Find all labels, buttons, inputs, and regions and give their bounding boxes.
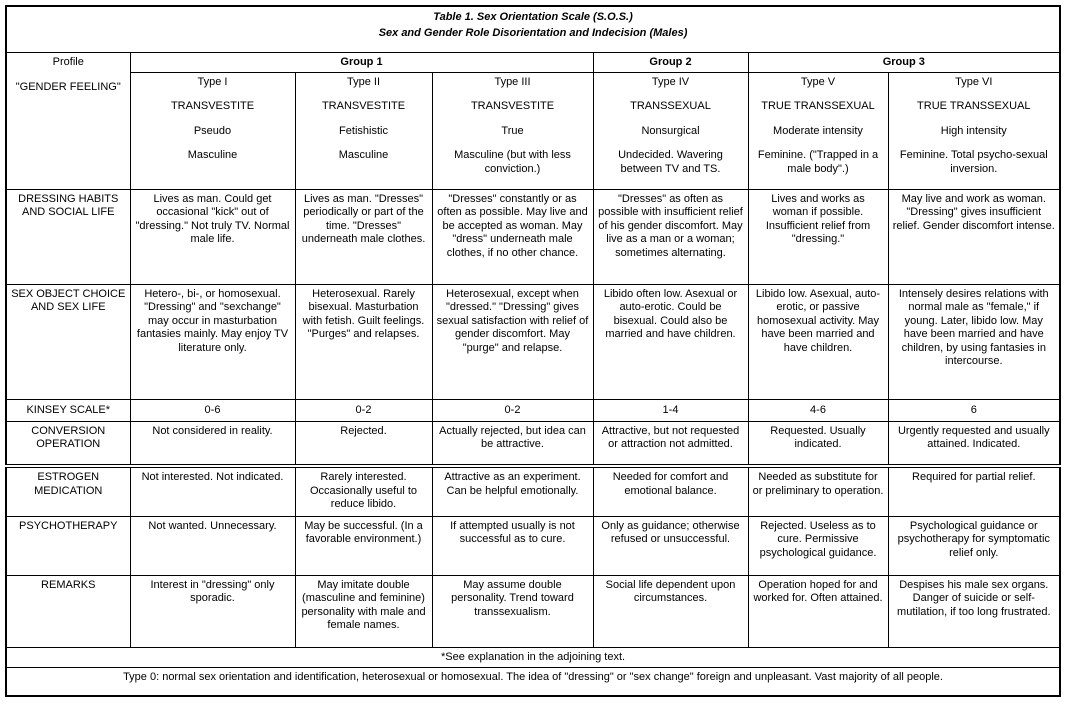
row-label: CONVERSION OPERATION <box>6 421 130 466</box>
table-cell: Intensely desires relations with normal male as "female," if young. Later, libido low. May have been married and have children, by using fantasies in intercourse. <box>888 284 1060 399</box>
table-cell: Despises his male sex organs. Danger of suicide or self-mutilation, if too long frustrated. <box>888 575 1060 647</box>
row-psychotherapy <box>6 516 1060 575</box>
row-label: ESTROGEN MEDICATION <box>6 466 130 516</box>
table-cell: If attempted usually is not successful as to cure. <box>432 516 593 575</box>
profile-cell-type-1 <box>130 72 295 189</box>
profile-row-label <box>6 52 130 189</box>
table-cell: Lives and works as woman if possible. Insufficient relief from "dressing." <box>748 189 888 284</box>
table-cell: 0-6 <box>130 399 295 421</box>
row-kinsey-scale <box>6 399 1060 421</box>
row-label: KINSEY SCALE* <box>6 399 130 421</box>
type-number: Type I <box>197 75 228 88</box>
table-cell: 1-4 <box>593 399 748 421</box>
table-cell: Not considered in reality. <box>130 421 295 466</box>
footnote-row-1 <box>6 647 1060 667</box>
type-name: TRUE TRANSSEXUAL <box>761 100 875 113</box>
table-title <box>6 6 1060 52</box>
profile-cell-type-6 <box>888 72 1060 189</box>
type-number: Type II <box>346 75 381 88</box>
group-1-header: Group 1 <box>130 52 593 72</box>
table-cell: May be successful. (In a favorable environment.) <box>295 516 432 575</box>
table-cell: 0-2 <box>432 399 593 421</box>
table-cell: Urgently requested and usually attained. Indicated. <box>888 421 1060 466</box>
group-2-header: Group 2 <box>593 52 748 72</box>
type-gender-feeling: Undecided. Wavering between TV and TS. <box>618 149 723 175</box>
table-cell: Actually rejected, but idea can be attractive. <box>432 421 593 466</box>
type-number: Type IV <box>651 75 690 88</box>
table-cell: "Dresses" as often as possible with insufficient relief of his gender discomfort. May live as a man or a woman; sometimes alternating. <box>593 189 748 284</box>
table-cell: Only as guidance; otherwise refused or unsuccessful. <box>593 516 748 575</box>
type-subtype: Nonsurgical <box>641 124 700 137</box>
type-name: TRANSVESTITE <box>170 100 255 113</box>
type-subtype: True <box>501 124 524 137</box>
table-cell: Rarely interested. Occasionally useful to reduce libido. <box>295 466 432 516</box>
table-title-line2: Sex and Gender Role Disorientation and Indecision (Males) <box>378 26 688 39</box>
table-cell: Psychological guidance or psychotherapy for symptomatic relief only. <box>888 516 1060 575</box>
row-label: DRESSING HABITS AND SOCIAL LIFE <box>6 189 130 284</box>
table-cell: 0-2 <box>295 399 432 421</box>
row-label: REMARKS <box>6 575 130 647</box>
type-name: TRANSVESTITE <box>321 100 406 113</box>
table-cell: Hetero-, bi-, or homosexual. "Dressing" and "sexchange" may occur in masturbation fantasies mainly. May enjoy TV literature only. <box>130 284 295 399</box>
group-3-header: Group 3 <box>748 52 1060 72</box>
table-cell: Not wanted. Unnecessary. <box>130 516 295 575</box>
table-cell: Operation hoped for and worked for. Often attained. <box>748 575 888 647</box>
table-cell: Rejected. <box>295 421 432 466</box>
table-cell: Libido often low. Asexual or auto-erotic. Could be bisexual. Could also be married and have children. <box>593 284 748 399</box>
table-cell: Needed as substitute for or preliminary to operation. <box>748 466 888 516</box>
footnote-type-0: Type 0: normal sex orientation and identification, heterosexual or homosexual. The idea of "dressing" or "sex change" foreign and unpleasant. Vast majority of all people. <box>6 668 1060 696</box>
type-gender-feeling: Feminine. Total psycho-sexual inversion. <box>899 149 1048 175</box>
table-cell: Attractive, but not requested or attraction not admitted. <box>593 421 748 466</box>
table-cell: "Dresses" constantly or as often as possible. May live and be accepted as woman. May "dress" underneath male clothes, if no other chance. <box>432 189 593 284</box>
table-cell: Heterosexual, except when "dressed." "Dressing" gives sexual satisfaction with relief of gender discomfort. May "purge" and relapse. <box>432 284 593 399</box>
type-gender-feeling: Feminine. ("Trapped in a male body".) <box>757 149 879 175</box>
table-cell: Needed for comfort and emotional balance. <box>593 466 748 516</box>
table-cell: Libido low. Asexual, auto-erotic, or passive homosexual activity. May have been married and have children. <box>748 284 888 399</box>
type-number: Type VI <box>955 75 993 88</box>
row-estrogen-medication <box>6 466 1060 516</box>
type-subtype: Fetishistic <box>339 124 388 137</box>
profile-label: Profile <box>52 55 84 68</box>
table-title-line1: Table 1. Sex Orientation Scale (S.O.S.) <box>433 11 633 23</box>
type-subtype: Moderate intensity <box>773 124 863 137</box>
type-subtype: High intensity <box>940 124 1007 137</box>
table-cell: May imitate double (masculine and feminine) personality with male and female names. <box>295 575 432 647</box>
table-cell: 6 <box>888 399 1060 421</box>
table-cell: Required for partial relief. <box>888 466 1060 516</box>
type-number: Type V <box>800 75 836 88</box>
sos-table <box>5 5 1061 697</box>
table-cell: Heterosexual. Rarely bisexual. Masturbation with fetish. Guilt feelings. "Purges" and relapses. <box>295 284 432 399</box>
profile-cell-type-5 <box>748 72 888 189</box>
table-cell: Not interested. Not indicated. <box>130 466 295 516</box>
footnote-row-2 <box>6 668 1060 696</box>
row-label: PSYCHOTHERAPY <box>6 516 130 575</box>
table-cell: Lives as man. "Dresses" periodically or part of the time. "Dresses" underneath male clothes. <box>295 189 432 284</box>
profile-cell-type-2 <box>295 72 432 189</box>
row-label: SEX OBJECT CHOICE AND SEX LIFE <box>6 284 130 399</box>
profile-cell-type-3 <box>432 72 593 189</box>
type-number: Type III <box>494 75 531 88</box>
type-gender-feeling: Masculine <box>187 149 238 162</box>
type-name: TRANSVESTITE <box>470 100 555 113</box>
type-name: TRANSSEXUAL <box>630 100 711 113</box>
table-cell: 4-6 <box>748 399 888 421</box>
row-dressing-habits <box>6 189 1060 284</box>
profile-cell-type-4 <box>593 72 748 189</box>
table-cell: May live and work as woman. "Dressing" gives insufficient relief. Gender discomfort intense. <box>888 189 1060 284</box>
group-header-row <box>6 52 1060 72</box>
gender-feeling-label: "GENDER FEELING" <box>15 80 121 93</box>
row-sex-object-choice <box>6 284 1060 399</box>
type-name: TRUE TRANSSEXUAL <box>917 100 1031 113</box>
profile-row <box>6 72 1060 189</box>
table-cell: Rejected. Useless as to cure. Permissive psychological guidance. <box>748 516 888 575</box>
type-subtype: Pseudo <box>193 124 232 137</box>
table-cell: Interest in "dressing" only sporadic. <box>130 575 295 647</box>
row-remarks <box>6 575 1060 647</box>
table-cell: Social life dependent upon circumstances. <box>593 575 748 647</box>
row-conversion-operation <box>6 421 1060 466</box>
table-cell: Lives as man. Could get occasional "kick" out of "dressing." Not truly TV. Normal male life. <box>130 189 295 284</box>
table-cell: May assume double personality. Trend toward transsexualism. <box>432 575 593 647</box>
type-gender-feeling: Masculine <box>338 149 389 162</box>
title-row <box>6 6 1060 52</box>
type-gender-feeling: Masculine (but with less conviction.) <box>454 149 571 175</box>
table-cell: Attractive as an experiment. Can be helpful emotionally. <box>432 466 593 516</box>
footnote-see-explanation: *See explanation in the adjoining text. <box>6 647 1060 667</box>
table-cell: Requested. Usually indicated. <box>748 421 888 466</box>
